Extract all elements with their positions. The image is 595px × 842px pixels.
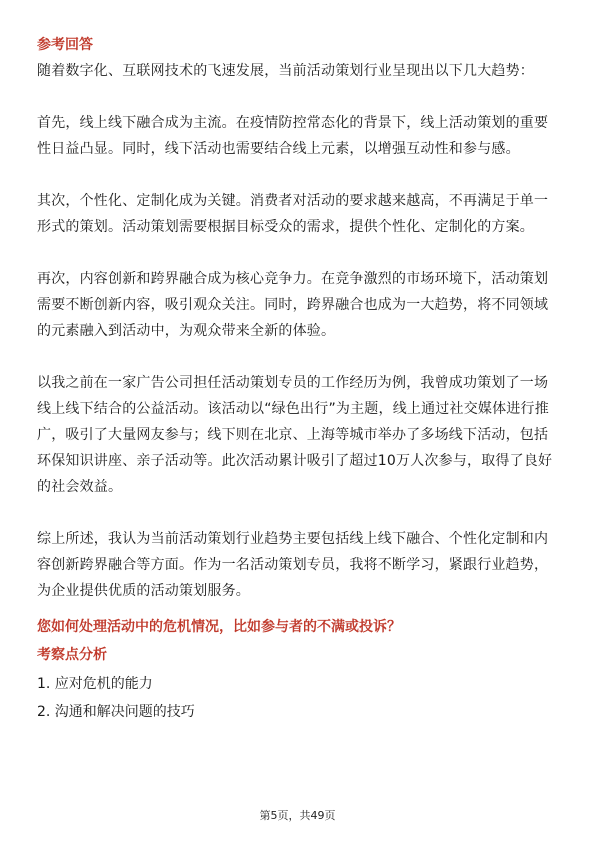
intro-paragraph: 随着数字化、互联网技术的飞速发展，当前活动策划行业呈现出以下几大趋势： <box>37 63 534 79</box>
paragraph-first-trend: 首先，线上线下融合成为主流。在疫情防控常态化的背景下，线上活动策划的重要性日益凸显。同时，线下活动也需要结合线上元素，以增强互动性和参与感。 <box>37 115 549 157</box>
answer-heading: 参考回答 <box>37 37 93 53</box>
analysis-item: 1. 应对危机的能力 <box>37 676 153 692</box>
paragraph-second-trend: 其次，个性化、定制化成为关键。消费者对活动的要求越来越高，不再满足于单一形式的策划。活动策划需要根据目标受众的需求，提供个性化、定制化的方案。 <box>37 193 549 235</box>
paragraph-experience-example: 以我之前在一家广告公司担任活动策划专员的工作经历为例，我曾成功策划了一场线上线下结合的公益活动。该活动以“绿色出行”为主题，线上通过社交媒体进行推广，吸引了大量网友参与；线下则在北京、上海等城市举办了多场线下活动，包括环保知识讲座、亲子活动等。此次活动累计吸引了超过10万人次参与，取得了良好的社会效益。 <box>37 375 553 495</box>
analysis-heading: 考察点分析 <box>37 647 107 663</box>
paragraph-conclusion: 综上所述，我认为当前活动策划行业趋势主要包括线上线下融合、个性化定制和内容创新跨界融合等方面。作为一名活动策划专员，我将不断学习，紧跟行业趋势，为企业提供优质的活动策划服务。 <box>37 531 549 599</box>
page-content <box>37 34 562 726</box>
analysis-item: 2. 沟通和解决问题的技巧 <box>37 704 195 720</box>
paragraph-third-trend: 再次，内容创新和跨界融合成为核心竞争力。在竞争激烈的市场环境下，活动策划需要不断创新内容，吸引观众关注。同时，跨界融合也成为一大趋势，将不同领域的元素融入到活动中，为观众带来全新的体验。 <box>37 271 549 339</box>
page-footer: 第5页，共49页 <box>259 809 336 822</box>
question-heading: 您如何处理活动中的危机情况，比如参与者的不满或投诉？ <box>37 619 401 635</box>
